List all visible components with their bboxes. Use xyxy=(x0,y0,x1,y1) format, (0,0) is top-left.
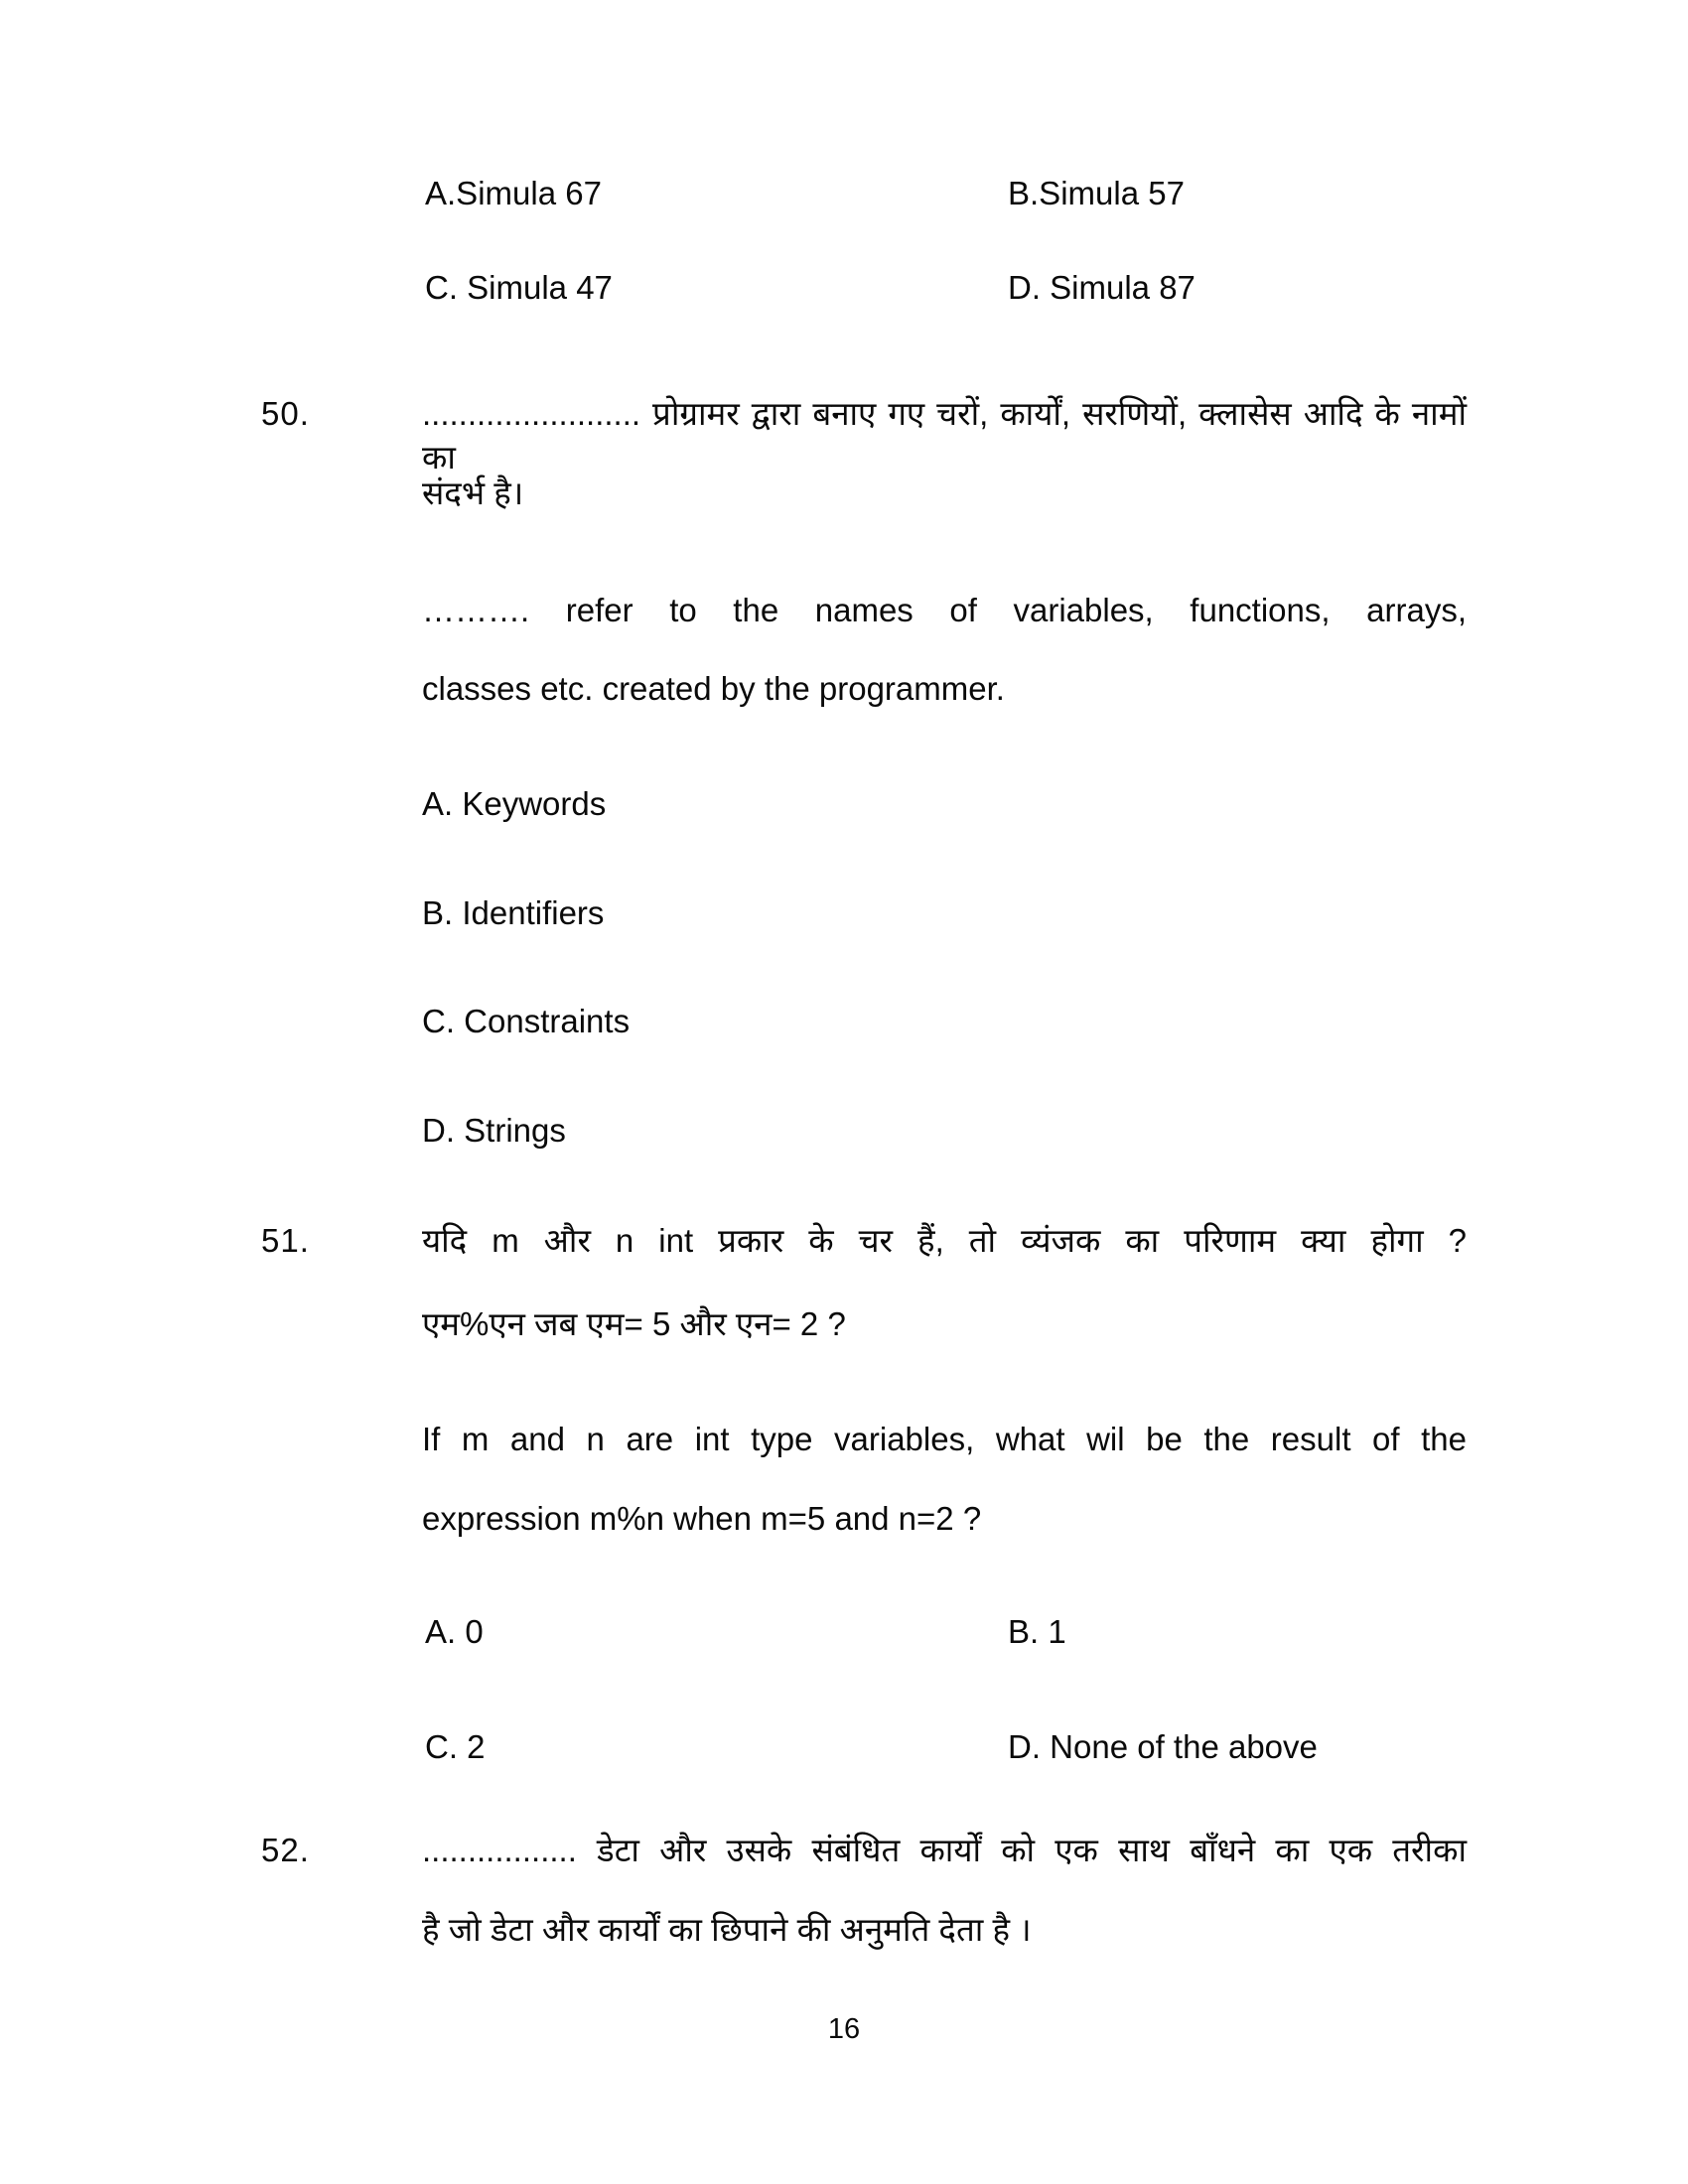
question-50-english-line2: classes etc. created by the programmer. xyxy=(422,670,1005,707)
question-51-option-d: D. None of the above xyxy=(1008,1728,1318,1765)
question-50-option-c: C. Constraints xyxy=(422,1003,631,1039)
question-50-hindi-line1: ........................ प्रोग्रामर द्वारा बनाए गए चरों, कार्यों, सरणियों, क्लासेस आदि के नामों का xyxy=(422,395,1467,476)
question-50-number: 50. xyxy=(261,395,310,432)
question-51-english-line1: If m and n are int type variables, what wil be the result of the xyxy=(422,1421,1467,1457)
question-51-option-a: A. 0 xyxy=(425,1613,484,1650)
prev-option-c: C. Simula 47 xyxy=(425,269,613,306)
question-50-hindi-line2: संदर्भ है। xyxy=(422,475,524,511)
prev-option-a: A.Simula 67 xyxy=(425,175,602,211)
question-52-hindi-line1: ................. डेटा और उसके संबंधित कार्यों को एक साथ बाँधने का एक तरीका xyxy=(422,1832,1467,1868)
question-51-english-line2: expression m%n when m=5 and n=2 ? xyxy=(422,1500,982,1537)
question-51-hindi-line1: यदि m और n int प्रकार के चर हैं, तो व्यंजक का परिणाम क्या होगा ? xyxy=(422,1222,1467,1259)
question-51-option-c: C. 2 xyxy=(425,1728,486,1765)
question-50-english-line1: ………. refer to the names of variables, functions, arrays, xyxy=(422,592,1467,628)
page-number: 16 xyxy=(827,2013,861,2045)
prev-option-b: B.Simula 57 xyxy=(1008,175,1185,211)
question-50-option-b: B. Identifiers xyxy=(422,894,605,931)
question-50-option-d: D. Strings xyxy=(422,1112,566,1149)
question-52-hindi-line2: है जो डेटा और कार्यों का छिपाने की अनुमति देता है । xyxy=(422,1911,1032,1948)
question-50-option-a: A. Keywords xyxy=(422,785,607,822)
question-52-number: 52. xyxy=(261,1832,310,1868)
question-51-option-b: B. 1 xyxy=(1008,1613,1066,1650)
question-51-number: 51. xyxy=(261,1222,310,1259)
question-51-hindi-line2: एम%एन जब एम= 5 और एन= 2 ? xyxy=(422,1305,846,1342)
prev-option-d: D. Simula 87 xyxy=(1008,269,1196,306)
